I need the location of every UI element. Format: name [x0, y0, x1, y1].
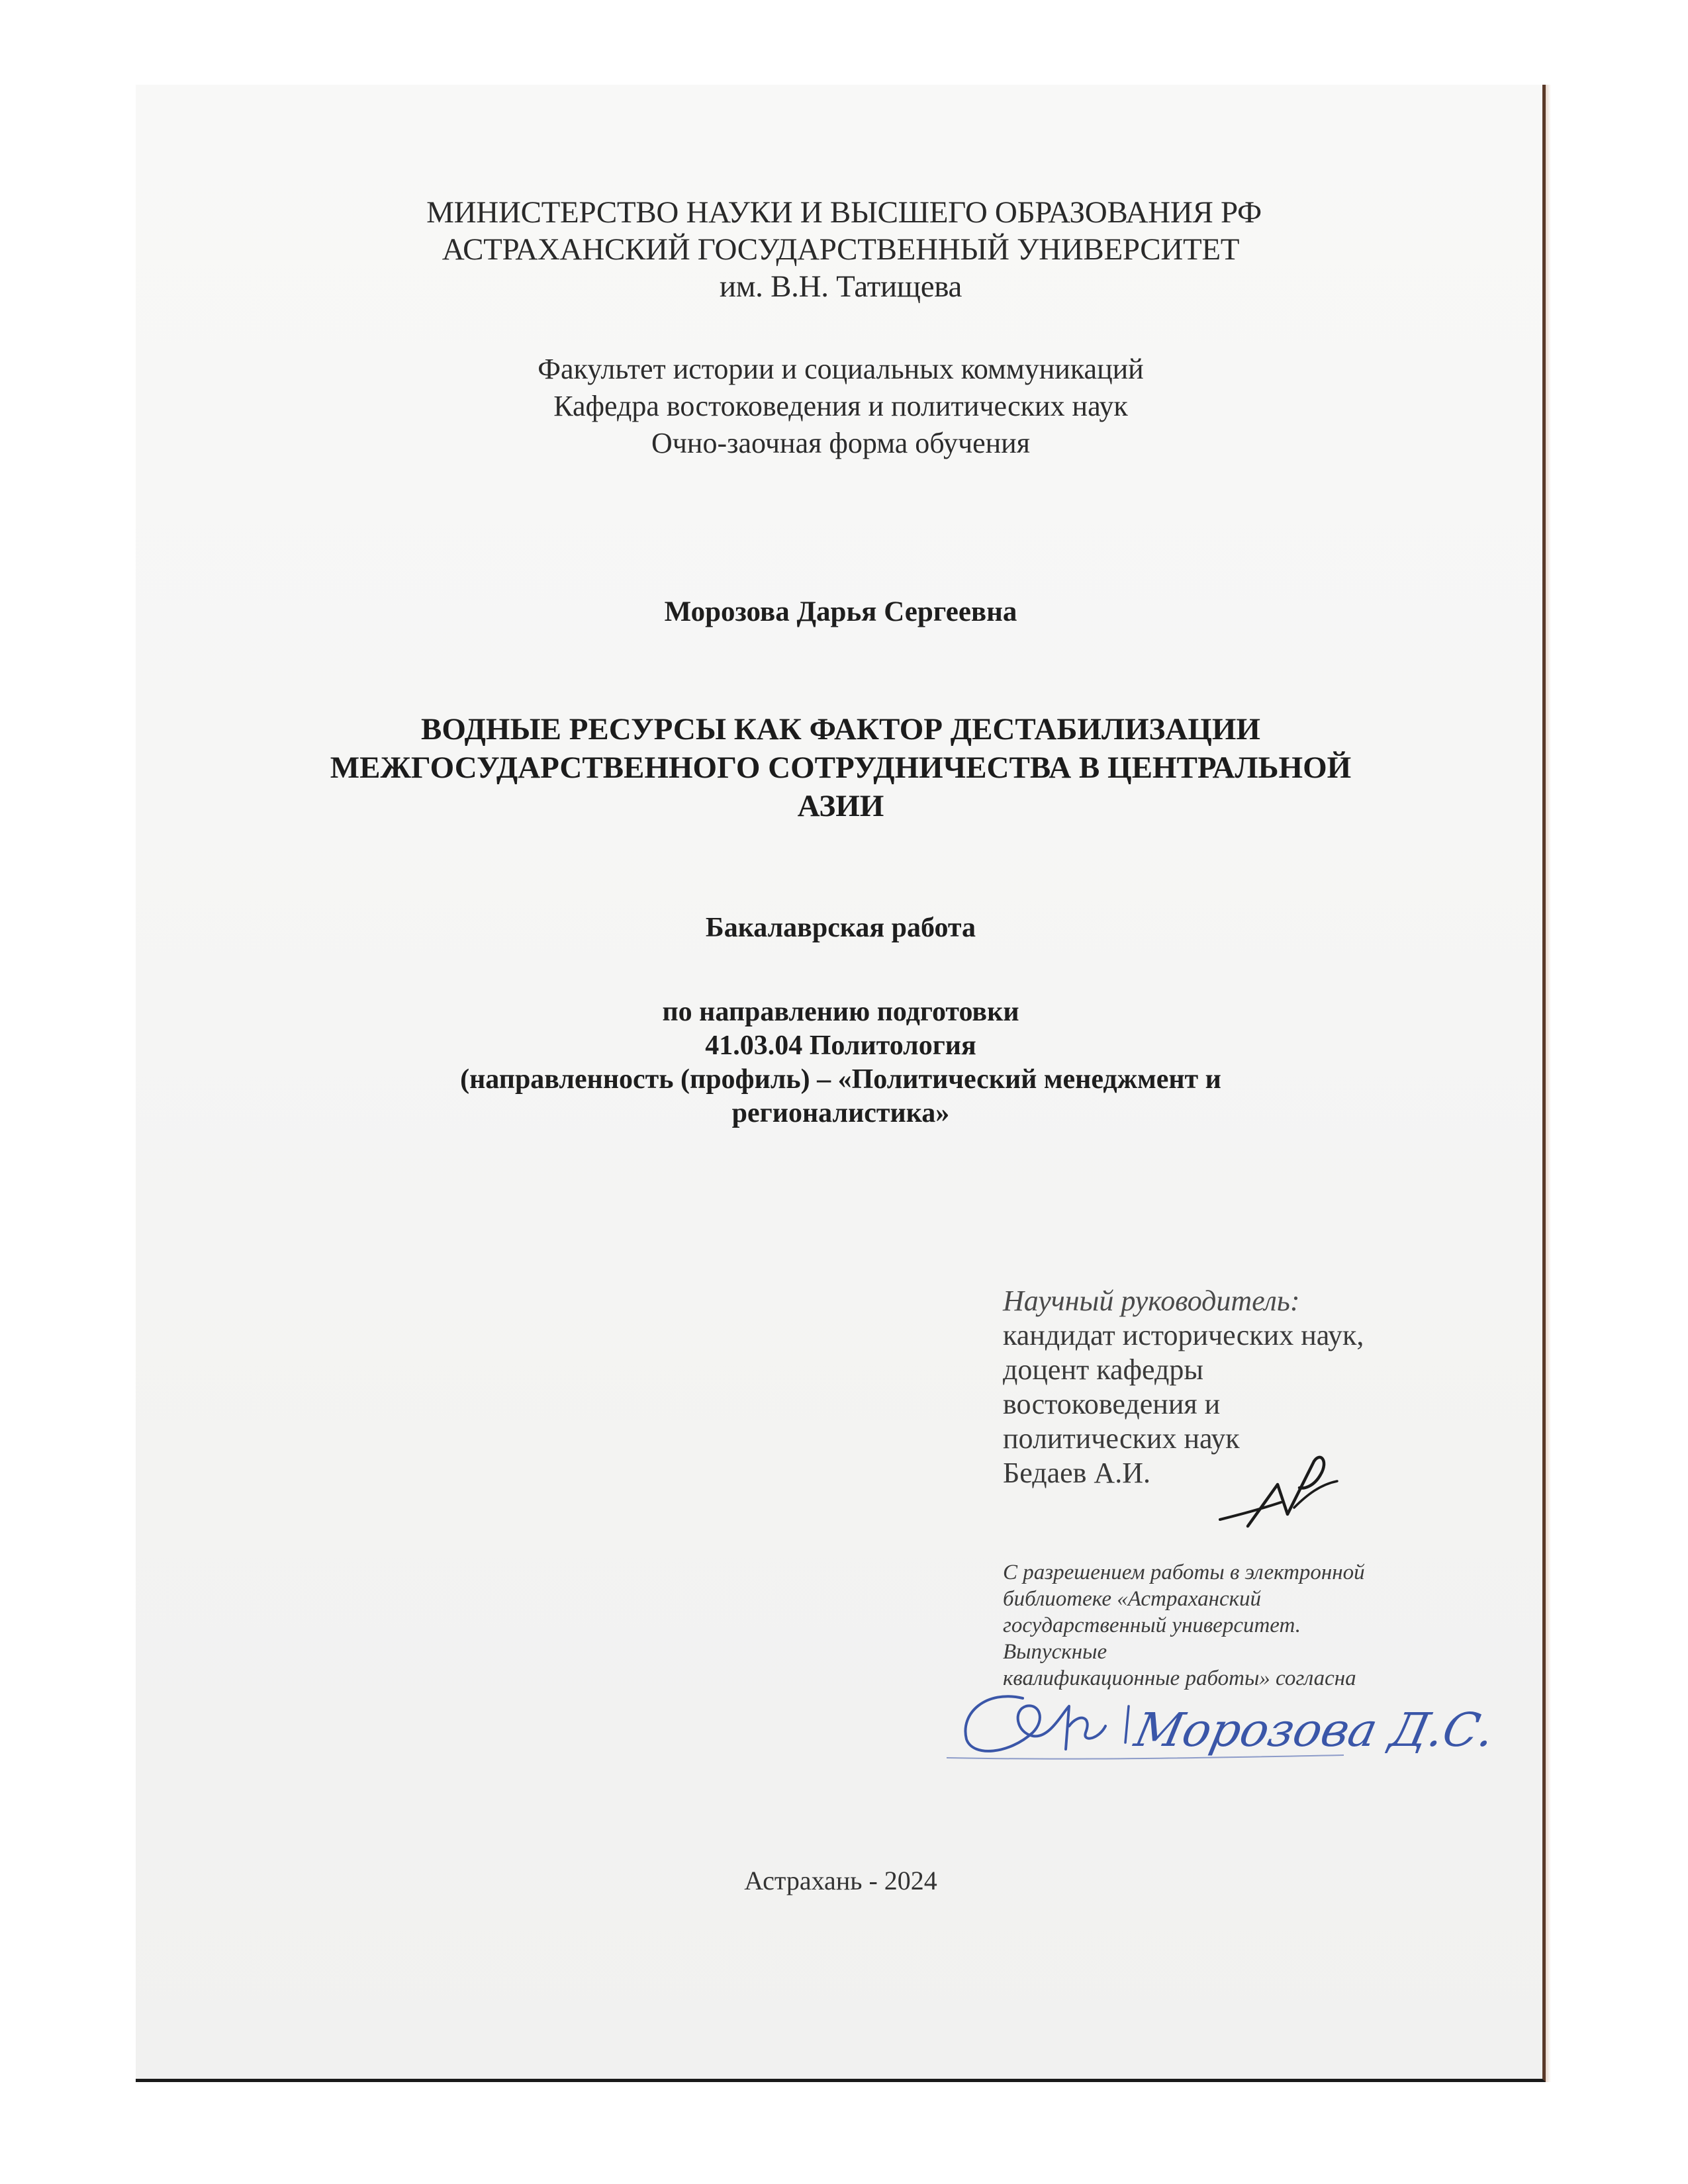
city-year: Астрахань - 2024 [744, 1866, 937, 1895]
supervisor-name: Бедаев А.И. [1003, 1457, 1150, 1489]
thesis-title [136, 710, 1546, 825]
department-line: Кафедра востоковедения и политических наук [553, 390, 1128, 422]
university-line: АСТРАХАНСКИЙ ГОСУДАРСТВЕННЫЙ УНИВЕРСИТЕТ [442, 232, 1240, 267]
institution-header [136, 194, 1546, 305]
permission-line: С разрешением работы в электронной [1003, 1561, 1365, 1584]
supervisor-signature [1215, 1448, 1347, 1541]
author-name: Морозова Дарья Сергеевна [664, 596, 1017, 627]
permission-line: библиотеке «Астраханский [1003, 1587, 1262, 1611]
supervisor-heading: Научный руководитель: [1003, 1285, 1300, 1317]
profile-line: регионалистика» [731, 1098, 950, 1128]
work-type: Бакалаврская работа [705, 913, 976, 943]
permission-line: Выпускные [1003, 1640, 1107, 1664]
supervisor-department: политических наук [1003, 1422, 1240, 1455]
thesis-title-line: АЗИИ [797, 789, 884, 823]
direction-intro: по направлению подготовки [662, 997, 1019, 1027]
thesis-title-line: МЕЖГОСУДАРСТВЕННОГО СОТРУДНИЧЕСТВА В ЦЕНТРАЛЬНОЙ [330, 751, 1352, 785]
student-signature [947, 1686, 1500, 1766]
faculty-line: Факультет истории и социальных коммуникаций [538, 353, 1144, 385]
permission-line: квалификационные работы» согласна [1003, 1666, 1356, 1690]
scan-edge-shadow [1546, 85, 1551, 2082]
scanned-page [136, 85, 1546, 2082]
thesis-title-line: ВОДНЫЕ РЕСУРСЫ КАК ФАКТОР ДЕСТАБИЛИЗАЦИИ [421, 712, 1260, 747]
study-form-line: Очно-заочная форма обучения [651, 427, 1030, 459]
library-permission-note [1003, 1559, 1365, 1692]
named-after-line: им. В.Н. Татищева [719, 269, 962, 304]
ministry-line: МИНИСТЕРСТВО НАУКИ И ВЫСШЕГО ОБРАЗОВАНИЯ РФ [426, 195, 1262, 230]
supervisor-degree: кандидат исторических наук, [1003, 1319, 1364, 1351]
direction-block [136, 995, 1546, 1130]
supervisor-department: востоковедения и [1003, 1388, 1221, 1420]
profile-line: (направленность (профиль) – «Политический менеджмент и [460, 1064, 1221, 1095]
supervisor-position: доцент кафедры [1003, 1353, 1203, 1386]
permission-line: государственный университет. [1003, 1614, 1301, 1637]
direction-code: 41.03.04 Политология [705, 1030, 976, 1061]
faculty-block [136, 351, 1546, 462]
student-signature-text: Морозова Д.С. [1130, 1702, 1500, 1757]
